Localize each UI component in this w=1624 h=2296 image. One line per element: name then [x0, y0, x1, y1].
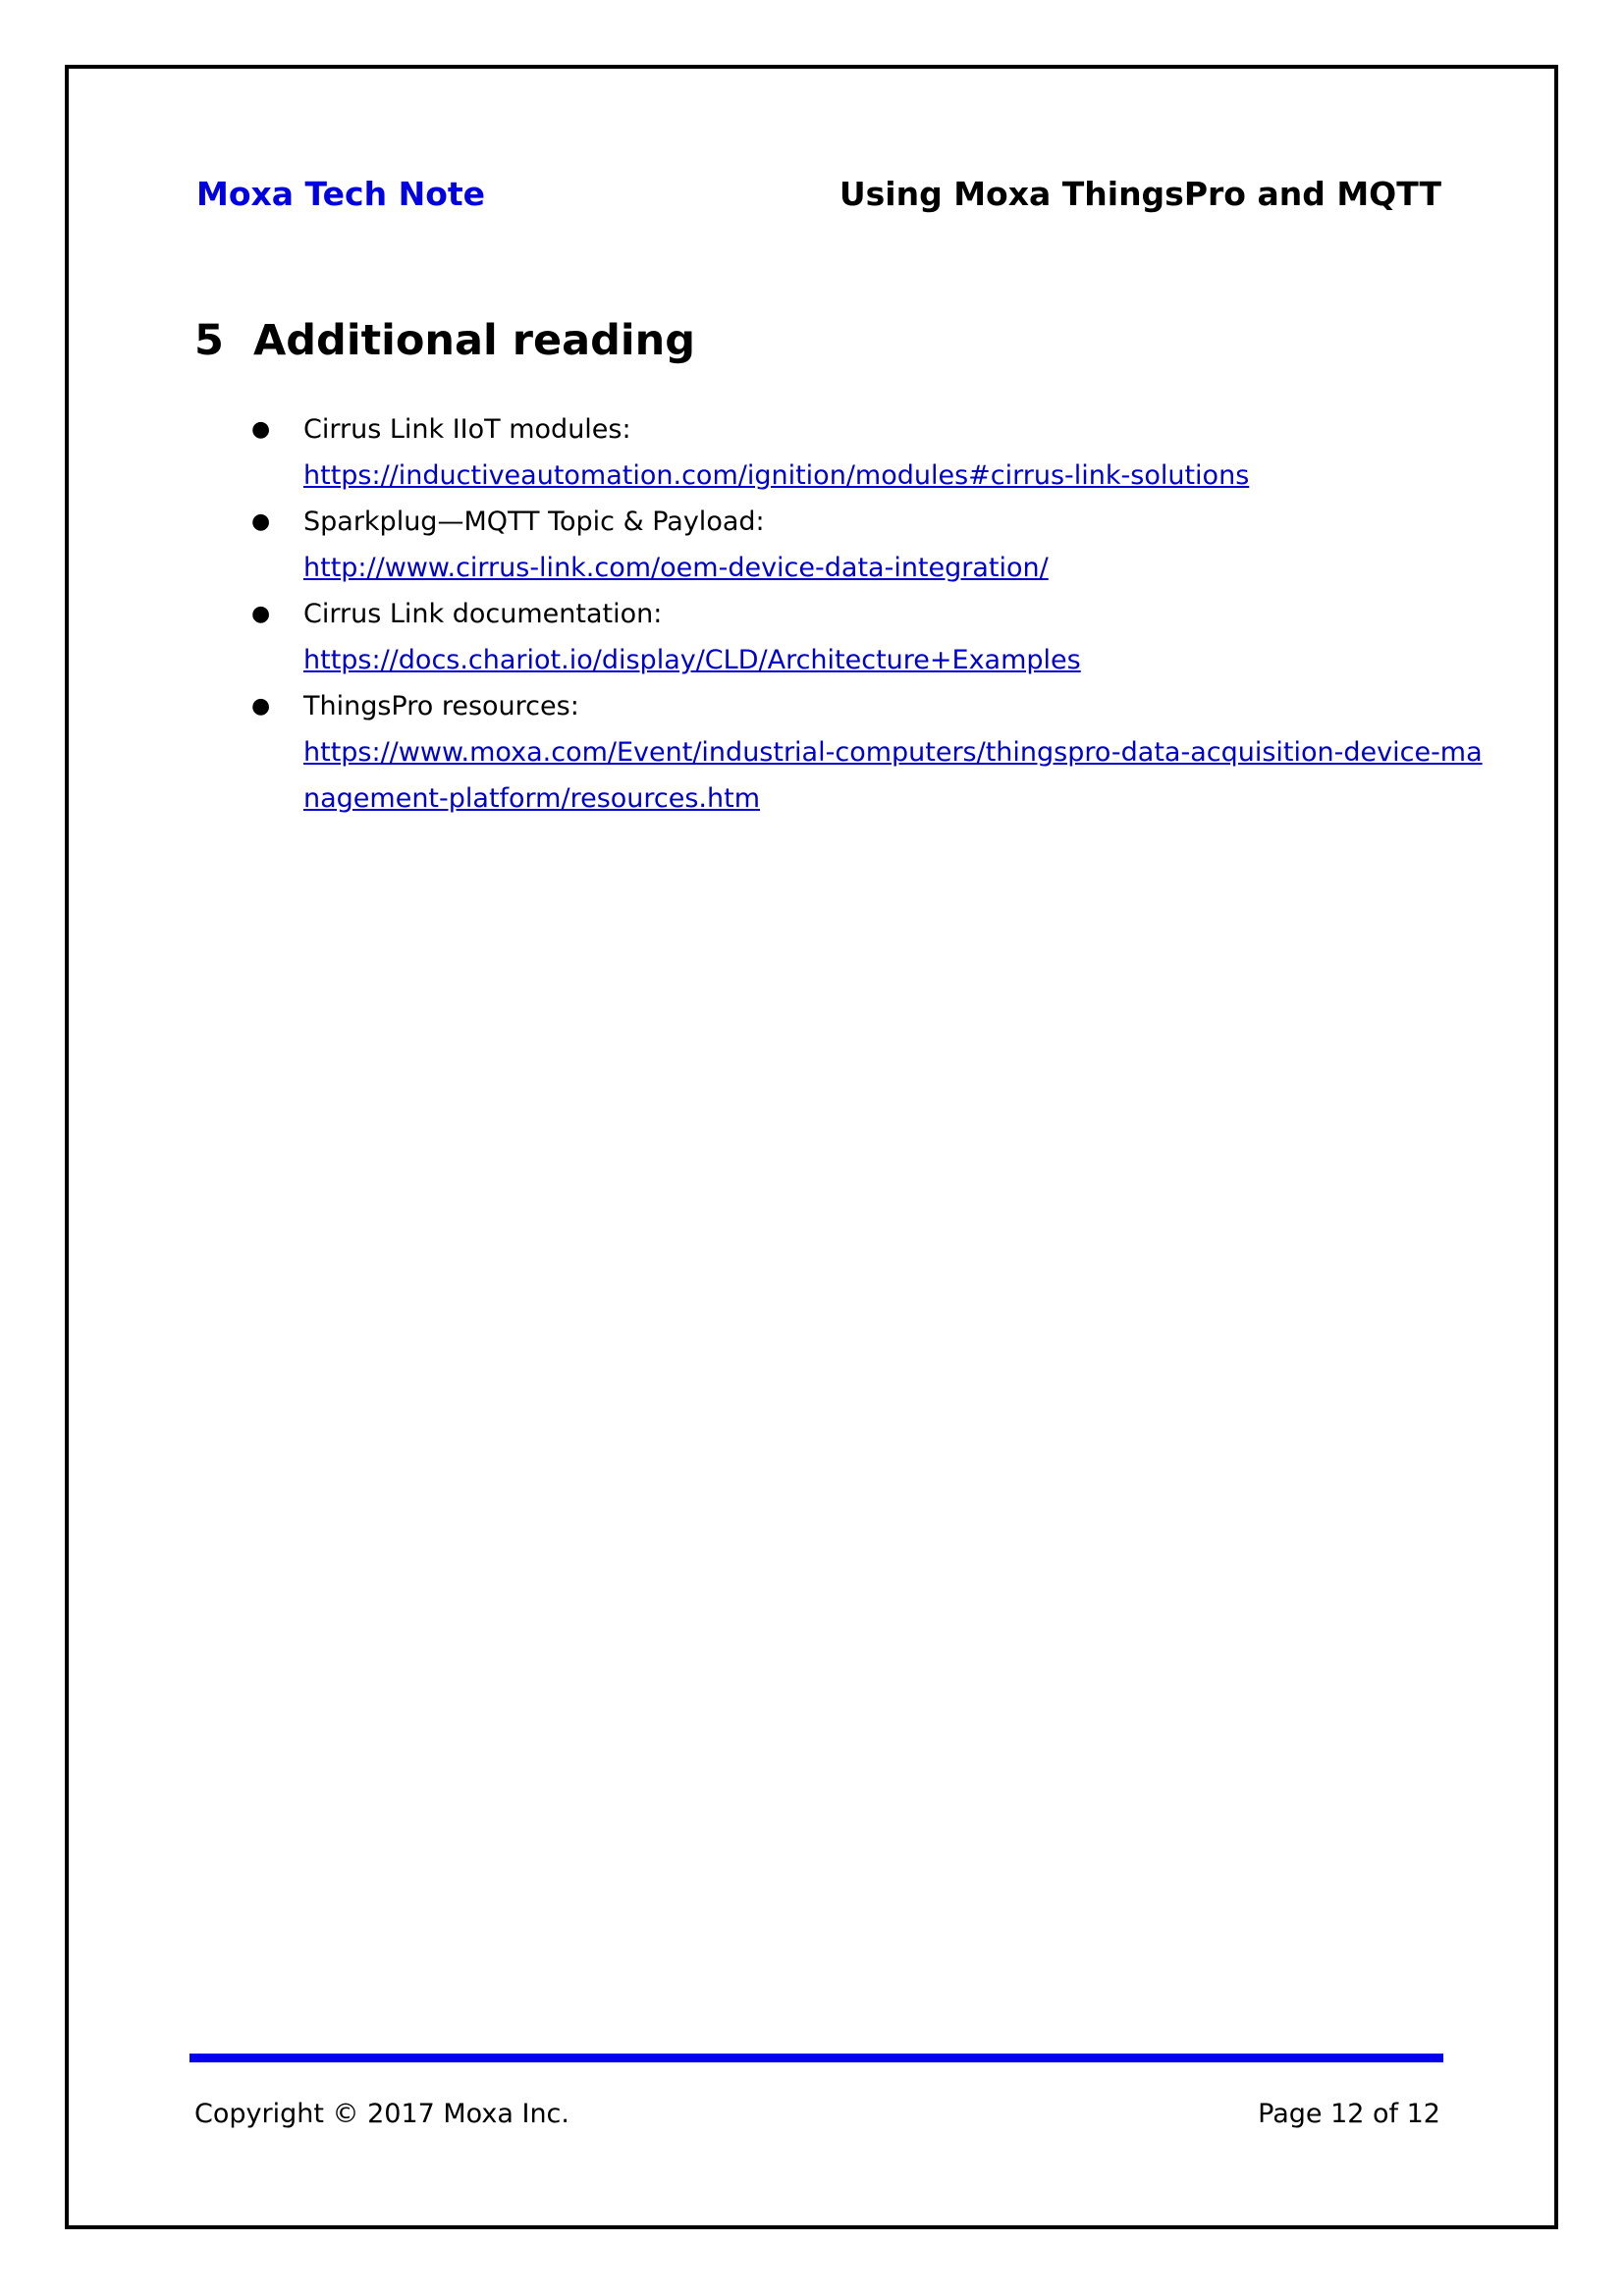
bullet-icon: ●	[251, 694, 271, 719]
list-item	[251, 591, 1430, 683]
list-item	[251, 406, 1430, 499]
item-label: Cirrus Link IIoT modules:	[303, 414, 631, 445]
section-number: 5	[194, 316, 224, 365]
item-label: Cirrus Link documentation:	[303, 599, 663, 629]
bullet-icon: ●	[251, 509, 271, 534]
reading-list	[251, 406, 1483, 822]
item-link[interactable]: https://www.moxa.com/Event/industrial-computers/thingspro-data-acquisition-device-ma	[303, 737, 1483, 768]
item-link[interactable]: http://www.cirrus-link.com/oem-device-data-integration/	[303, 553, 1049, 583]
item-label: Sparkplug—MQTT Topic & Payload:	[303, 507, 765, 537]
section-title: Additional reading	[253, 316, 696, 365]
footer-page-number: Page 12 of 12	[1258, 2099, 1440, 2129]
bullet-icon: ●	[251, 602, 271, 626]
item-link[interactable]: https://docs.chariot.io/display/CLD/Architecture+Examples	[303, 645, 1081, 675]
header-doc-title: Using Moxa ThingsPro and MQTT	[839, 175, 1441, 213]
item-link-continued[interactable]: nagement-platform/resources.htm	[303, 783, 761, 814]
header-doc-type: Moxa Tech Note	[196, 175, 486, 213]
page-border	[65, 65, 1558, 2229]
bullet-icon: ●	[251, 417, 271, 442]
item-label: ThingsPro resources:	[303, 691, 579, 721]
footer-divider	[189, 2054, 1443, 2062]
list-item	[251, 683, 1483, 822]
footer-copyright: Copyright © 2017 Moxa Inc.	[194, 2099, 569, 2129]
list-item	[251, 499, 1430, 591]
section-heading	[194, 316, 695, 365]
item-link[interactable]: https://inductiveautomation.com/ignition/modules#cirrus-link-solutions	[303, 460, 1250, 491]
